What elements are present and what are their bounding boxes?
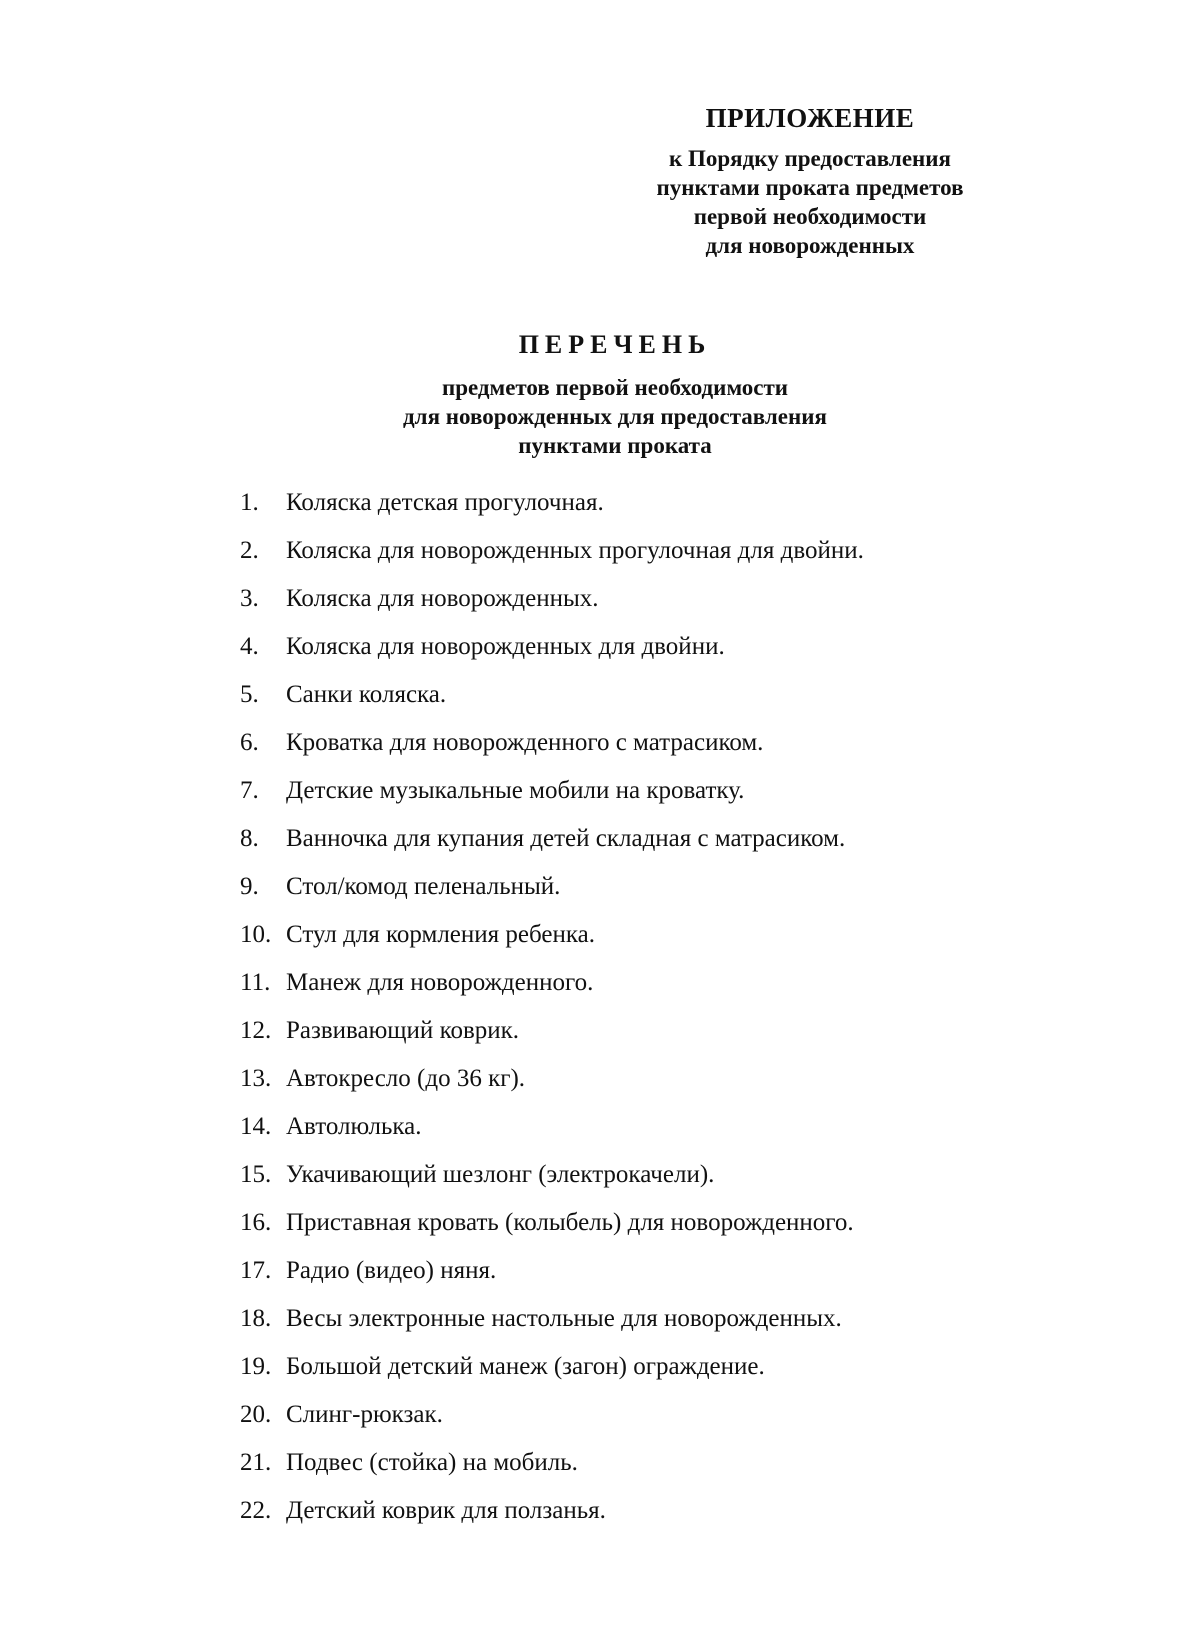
- list-item-number: 2.: [240, 537, 259, 564]
- list-item-number: 11.: [240, 969, 271, 996]
- list-item-text: Весы электронные настольные для новорожденных.: [286, 1305, 842, 1332]
- list-item-text: Коляска для новорожденных прогулочная для двойни.: [286, 537, 864, 564]
- list-item-text: Радио (видео) няня.: [286, 1257, 497, 1284]
- list-item-number: 16.: [240, 1209, 272, 1236]
- list-item-text: Укачивающий шезлонг (электрокачели).: [286, 1161, 715, 1188]
- list-item: [0, 1015, 1200, 1063]
- list-item: [0, 727, 1200, 775]
- list-item-text: Автокресло (до 36 кг).: [286, 1065, 526, 1092]
- list-item: [0, 1255, 1200, 1303]
- list-item: [0, 1447, 1200, 1495]
- list-item: [0, 1063, 1200, 1111]
- list-item-text: Стул для кормления ребенка.: [286, 921, 595, 948]
- list-item-text: Манеж для новорожденного.: [286, 969, 594, 996]
- list-subtitle: [330, 373, 900, 460]
- list-item-number: 17.: [240, 1257, 272, 1284]
- list-subtitle-line: предметов первой необходимости: [441, 375, 789, 400]
- list-item-number: 13.: [240, 1065, 272, 1092]
- list-item-text: Кроватка для новорожденного с матрасиком.: [286, 729, 764, 756]
- list-item-number: 12.: [240, 1017, 272, 1044]
- list-item-number: 4.: [240, 633, 259, 660]
- list-item: [0, 871, 1200, 919]
- list-item-number: 18.: [240, 1305, 272, 1332]
- list-item-number: 10.: [240, 921, 272, 948]
- list-item-text: Приставная кровать (колыбель) для новорожденного.: [286, 1209, 854, 1236]
- list-heading: [330, 328, 900, 460]
- list-title: ПЕРЕЧЕНЬ: [518, 330, 712, 359]
- list-item: [0, 1303, 1200, 1351]
- list-subtitle-line: пунктами проката: [518, 433, 712, 458]
- list-item: [0, 487, 1200, 535]
- appendix-header: [620, 100, 1000, 260]
- list-item-number: 22.: [240, 1497, 272, 1524]
- list-item-text: Слинг-рюкзак.: [286, 1401, 443, 1428]
- appendix-line: к Порядку предоставления: [669, 146, 951, 171]
- list-item-text: Детские музыкальные мобили на кроватку.: [286, 777, 745, 804]
- list-item: [0, 823, 1200, 871]
- items-list: [0, 487, 1200, 1543]
- list-item-text: Детский коврик для ползанья.: [286, 1497, 606, 1524]
- list-item: [0, 1207, 1200, 1255]
- list-item: [0, 535, 1200, 583]
- appendix-line: для новорожденных: [705, 233, 915, 258]
- list-item: [0, 1399, 1200, 1447]
- list-item-number: 9.: [240, 873, 259, 900]
- appendix-title: ПРИЛОЖЕНИЕ: [705, 103, 915, 133]
- list-item-text: Коляска для новорожденных.: [286, 585, 599, 612]
- appendix-line: первой необходимости: [693, 204, 927, 229]
- list-item: [0, 967, 1200, 1015]
- list-item-number: 7.: [240, 777, 259, 804]
- list-item-text: Ванночка для купания детей складная с матрасиком.: [286, 825, 846, 852]
- list-item: [0, 1495, 1200, 1543]
- list-item-text: Коляска для новорожденных для двойни.: [286, 633, 725, 660]
- list-item: [0, 775, 1200, 823]
- list-item: [0, 919, 1200, 967]
- list-item: [0, 583, 1200, 631]
- list-item-number: 8.: [240, 825, 259, 852]
- list-item-number: 19.: [240, 1353, 272, 1380]
- list-item: [0, 679, 1200, 727]
- list-item-text: Развивающий коврик.: [286, 1017, 520, 1044]
- list-item: [0, 631, 1200, 679]
- list-item-number: 15.: [240, 1161, 272, 1188]
- list-item: [0, 1111, 1200, 1159]
- appendix-line: пунктами проката предметов: [656, 175, 964, 200]
- list-item-text: Большой детский манеж (загон) ограждение.: [286, 1353, 765, 1380]
- list-item-text: Стол/комод пеленальный.: [286, 873, 561, 900]
- list-item-number: 1.: [240, 489, 259, 516]
- list-item-number: 6.: [240, 729, 259, 756]
- list-item-text: Коляска детская прогулочная.: [286, 489, 604, 516]
- list-item-number: 20.: [240, 1401, 272, 1428]
- appendix-subtitle: [620, 144, 1000, 260]
- list-item: [0, 1351, 1200, 1399]
- list-subtitle-line: для новорожденных для предоставления: [403, 404, 827, 429]
- list-item-number: 21.: [240, 1449, 272, 1476]
- list-item-number: 5.: [240, 681, 259, 708]
- list-item: [0, 1159, 1200, 1207]
- list-item-number: 14.: [240, 1113, 272, 1140]
- list-item-text: Санки коляска.: [286, 681, 447, 708]
- list-item-text: Подвес (стойка) на мобиль.: [286, 1449, 578, 1476]
- list-item-text: Автолюлька.: [286, 1113, 422, 1140]
- list-item-number: 3.: [240, 585, 259, 612]
